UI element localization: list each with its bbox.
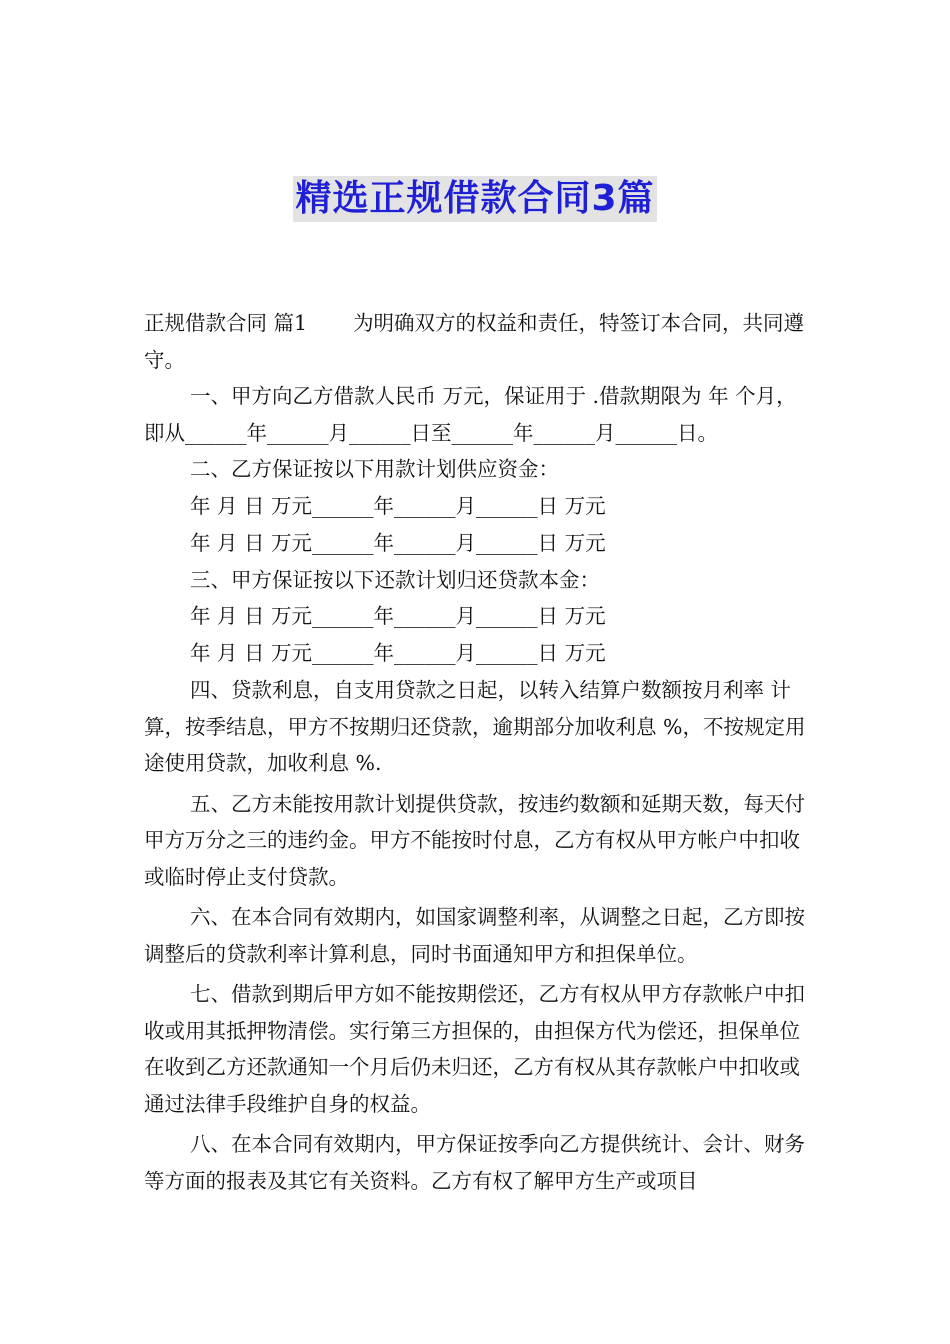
clause-6: 六、在本合同有效期内，如国家调整利率，从调整之日起，乙方即按调整后的贷款利率计算利息，同时书面通知甲方和担保单位。	[144, 905, 805, 966]
title-block	[0, 176, 950, 222]
intro-paragraph	[144, 305, 812, 378]
clause-3-row-2: 年 月 日 万元______年______月______日 万元	[190, 641, 606, 665]
clause-5: 五、乙方未能按用款计划提供贷款，按违约数额和延期天数，每天付甲方万分之三的违约金。甲方不能按时付息，乙方有权从甲方帐户中扣收或临时停止支付贷款。	[144, 791, 805, 889]
clause-2-row-1: 年 月 日 万元______年______月______日 万元	[190, 493, 606, 518]
document-title: 精选正规借款合同3篇	[293, 176, 656, 222]
clause-3-row-1: 年 月 日 万元______年______月______日 万元	[190, 604, 606, 628]
document-body	[144, 305, 812, 1199]
clause-1: 一、甲方向乙方借款人民币 万元，保证用于 .借款期限为 年 个月，即从______年______月______日至______年______月______日。	[144, 384, 797, 445]
clause-2: 二、乙方保证按以下用款计划供应资金：	[190, 457, 559, 481]
clause-3: 三、甲方保证按以下还款计划归还贷款本金：	[190, 567, 600, 592]
clause-7: 七、借款到期后甲方如不能按期偿还，乙方有权从甲方存款帐户中扣收或用其抵押物清偿。实行第三方担保的，由担保方代为偿还，担保单位在收到乙方还款通知一个月后仍未归还，乙方有权从其存款帐户中扣收或通过法律手段维护自身的权益。	[144, 982, 805, 1116]
intro-text: 为明确双方的权益和责任，特签订本合同，共同遵守。	[144, 311, 805, 372]
contract-heading: 正规借款合同 篇1	[144, 311, 308, 335]
clause-8: 八、在本合同有效期内，甲方保证按季向乙方提供统计、会计、财务等方面的报表及其它有关资料。乙方有权了解甲方生产或项目	[144, 1132, 805, 1193]
clause-2-row-2: 年 月 日 万元______年______月______日 万元	[190, 530, 606, 555]
clause-4: 四、贷款利息，自支用贷款之日起，以转入结算户数额按月利率 计算，按季结息，甲方不按期归还贷款，逾期部分加收利息 %，不按规定用途使用贷款，加收利息 %.	[144, 678, 806, 775]
